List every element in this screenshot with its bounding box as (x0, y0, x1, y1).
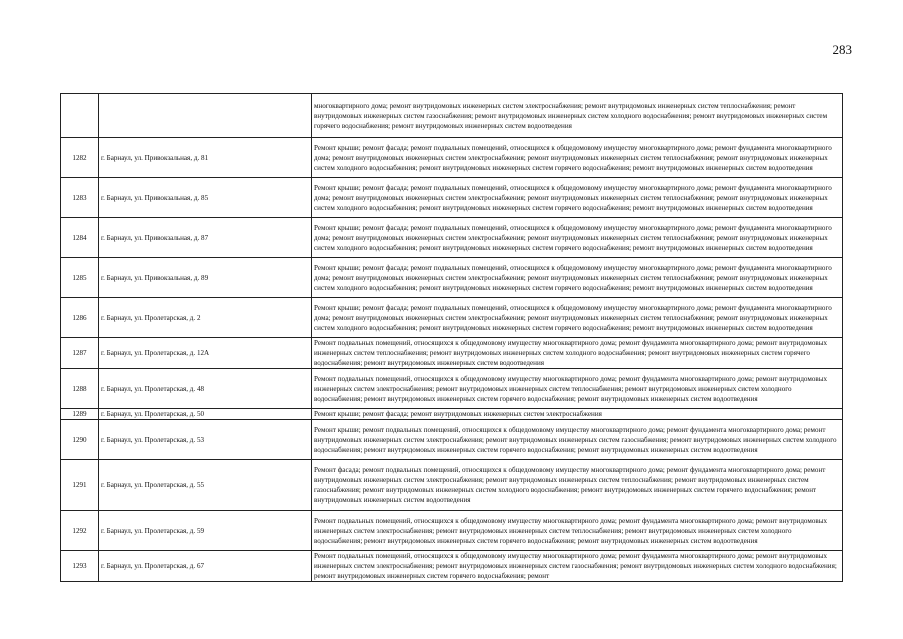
table-row (61, 420, 843, 460)
table-row (61, 369, 843, 409)
address-cell: г. Барнаул, ул. Пролетарская, д. 48 (99, 369, 312, 409)
table-row (61, 551, 843, 582)
table-row (61, 409, 843, 420)
works-cell: Ремонт крыши; ремонт фасада; ремонт подвальных помещений, относящихся к общедомовому имуществу многоквартирного дома; ремонт фундамента многоквартирного дома; ремонт внутридомовых инженерных систем электроснабжения; ремонт внутридомовых инженерных систем теплоснабжения; ремонт внутридомовых инженерных систем холодного водоснабжения; ремонт внутридомовых инженерных систем горячего водоснабжения; ремонт внутридомовых инженерных систем водоотведения (312, 138, 843, 178)
row-number-cell: 1282 (61, 138, 99, 178)
address-cell: г. Барнаул, ул. Привокзальная, д. 85 (99, 178, 312, 218)
works-cell: Ремонт подвальных помещений, относящихся к общедомовому имуществу многоквартирного дома; ремонт фундамента многоквартирного дома; ремонт внутридомовых инженерных систем теплоснабжения; ремонт внутридомовых инженерных систем холодного водоснабжения; ремонт внутридомовых инженерных систем горячего водоснабжения; ремонт внутридомовых инженерных систем водоотведения (312, 338, 843, 369)
works-cell: Ремонт подвальных помещений, относящихся к общедомовому имуществу многоквартирного дома; ремонт фундамента многоквартирного дома; ремонт внутридомовых инженерных систем электроснабжения; ремонт внутридомовых инженерных систем теплоснабжения; ремонт внутридомовых инженерных систем холодного водоснабжения; ремонт внутридомовых инженерных систем горячего водоснабжения; ремонт внутридомовых инженерных систем водоотведения (312, 369, 843, 409)
table-row (61, 94, 843, 138)
row-number-cell: 1288 (61, 369, 99, 409)
address-cell: г. Барнаул, ул. Пролетарская, д. 2 (99, 298, 312, 338)
address-cell (99, 94, 312, 138)
address-cell: г. Барнаул, ул. Пролетарская, д. 59 (99, 511, 312, 551)
table-row (61, 258, 843, 298)
works-cell: многоквартирного дома; ремонт внутридомовых инженерных систем электроснабжения; ремонт внутридомовых инженерных систем теплоснабжения; ремонт внутридомовых инженерных систем газоснабжения; ремонт внутридомовых инженерных систем холодного водоснабжения; ремонт внутридомовых инженерных систем горячего водоснабжения; ремонт внутридомовых инженерных систем водоотведения (312, 94, 843, 138)
repair-registry-table (60, 93, 843, 582)
address-cell: г. Барнаул, ул. Привокзальная, д. 81 (99, 138, 312, 178)
works-cell: Ремонт фасада; ремонт подвальных помещений, относящихся к общедомовому имуществу многоквартирного дома; ремонт фундамента многоквартирного дома; ремонт внутридомовых инженерных систем электроснабжения; ремонт внутридомовых инженерных систем теплоснабжения; ремонт внутридомовых инженерных систем газоснабжения; ремонт внутридомовых инженерных систем холодного водоснабжения; ремонт внутридомовых инженерных систем горячего водоснабжения; ремонт внутридомовых инженерных систем водоотведения (312, 460, 843, 511)
works-cell: Ремонт крыши; ремонт фасада; ремонт подвальных помещений, относящихся к общедомовому имуществу многоквартирного дома; ремонт фундамента многоквартирного дома; ремонт внутридомовых инженерных систем электроснабжения; ремонт внутридомовых инженерных систем теплоснабжения; ремонт внутридомовых инженерных систем холодного водоснабжения; ремонт внутридомовых инженерных систем горячего водоснабжения; ремонт внутридомовых инженерных систем водоотведения (312, 218, 843, 258)
works-cell: Ремонт крыши; ремонт подвальных помещений, относящихся к общедомовому имуществу многоквартирного дома; ремонт фундамента многоквартирного дома; ремонт внутридомовых инженерных систем электроснабжения; ремонт внутридомовых инженерных систем газоснабжения; ремонт внутридомовых инженерных систем холодного водоснабжения; ремонт внутридомовых инженерных систем горячего водоснабжения; ремонт внутридомовых инженерных систем водоотведения (312, 420, 843, 460)
table-row (61, 178, 843, 218)
page-number: 283 (832, 42, 852, 57)
row-number-cell: 1284 (61, 218, 99, 258)
row-number-cell: 1289 (61, 409, 99, 420)
row-number-cell: 1285 (61, 258, 99, 298)
address-cell: г. Барнаул, ул. Пролетарская, д. 12А (99, 338, 312, 369)
table-row (61, 138, 843, 178)
row-number-cell: 1283 (61, 178, 99, 218)
address-cell: г. Барнаул, ул. Пролетарская, д. 50 (99, 409, 312, 420)
works-cell: Ремонт подвальных помещений, относящихся к общедомовому имуществу многоквартирного дома; ремонт фундамента многоквартирного дома; ремонт внутридомовых инженерных систем электроснабжения; ремонт внутридомовых инженерных систем газоснабжения; ремонт внутридомовых инженерных систем холодного водоснабжения; ремонт внутридомовых инженерных систем горячего водоснабжения; ремонт (312, 551, 843, 582)
address-cell: г. Барнаул, ул. Пролетарская, д. 67 (99, 551, 312, 582)
row-number-cell: 1293 (61, 551, 99, 582)
works-cell: Ремонт крыши; ремонт фасада; ремонт подвальных помещений, относящихся к общедомовому имуществу многоквартирного дома; ремонт фундамента многоквартирного дома; ремонт внутридомовых инженерных систем электроснабжения; ремонт внутридомовых инженерных систем теплоснабжения; ремонт внутридомовых инженерных систем холодного водоснабжения; ремонт внутридомовых инженерных систем горячего водоснабжения; ремонт внутридомовых инженерных систем водоотведения (312, 298, 843, 338)
row-number-cell: 1286 (61, 298, 99, 338)
row-number-cell: 1287 (61, 338, 99, 369)
table-row (61, 218, 843, 258)
address-cell: г. Барнаул, ул. Пролетарская, д. 53 (99, 420, 312, 460)
row-number-cell: 1290 (61, 420, 99, 460)
row-number-cell (61, 94, 99, 138)
address-cell: г. Барнаул, ул. Привокзальная, д. 87 (99, 218, 312, 258)
works-cell: Ремонт крыши; ремонт фасада; ремонт внутридомовых инженерных систем электроснабжения (312, 409, 843, 420)
row-number-cell: 1292 (61, 511, 99, 551)
address-cell: г. Барнаул, ул. Пролетарская, д. 55 (99, 460, 312, 511)
address-cell: г. Барнаул, ул. Привокзальная, д. 89 (99, 258, 312, 298)
table-row (61, 338, 843, 369)
works-cell: Ремонт крыши; ремонт фасада; ремонт подвальных помещений, относящихся к общедомовому имуществу многоквартирного дома; ремонт фундамента многоквартирного дома; ремонт внутридомовых инженерных систем электроснабжения; ремонт внутридомовых инженерных систем теплоснабжения; ремонт внутридомовых инженерных систем холодного водоснабжения; ремонт внутридомовых инженерных систем горячего водоснабжения; ремонт внутридомовых инженерных систем водоотведения (312, 178, 843, 218)
row-number-cell: 1291 (61, 460, 99, 511)
table-row (61, 511, 843, 551)
table-row (61, 298, 843, 338)
works-cell: Ремонт подвальных помещений, относящихся к общедомовому имуществу многоквартирного дома; ремонт фундамента многоквартирного дома; ремонт внутридомовых инженерных систем электроснабжения; ремонт внутридомовых инженерных систем теплоснабжения; ремонт внутридомовых инженерных систем холодного водоснабжения; ремонт внутридомовых инженерных систем горячего водоснабжения; ремонт внутридомовых инженерных систем водоотведения (312, 511, 843, 551)
table-row (61, 460, 843, 511)
works-cell: Ремонт крыши; ремонт фасада; ремонт подвальных помещений, относящихся к общедомовому имуществу многоквартирного дома; ремонт фундамента многоквартирного дома; ремонт внутридомовых инженерных систем электроснабжения; ремонт внутридомовых инженерных систем теплоснабжения; ремонт внутридомовых инженерных систем холодного водоснабжения; ремонт внутридомовых инженерных систем горячего водоснабжения; ремонт внутридомовых инженерных систем водоотведения (312, 258, 843, 298)
